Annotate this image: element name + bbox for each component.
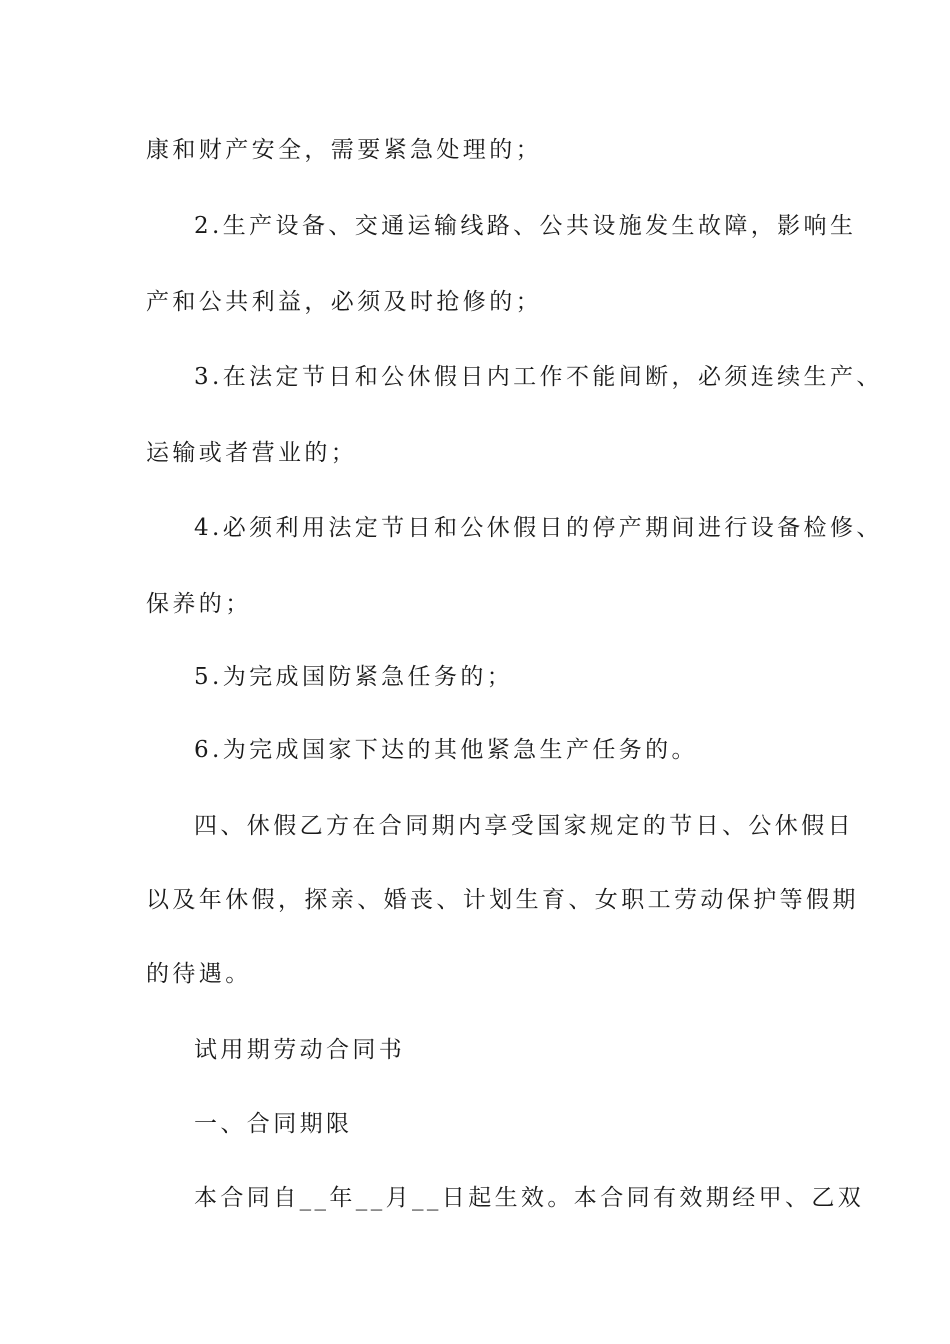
text-line: 本合同自__年__月__日起生效。本合同有效期经甲、乙双 [194, 1185, 865, 1211]
text-line: 的待遇。 [146, 961, 252, 987]
text-line: 运输或者营业的； [146, 440, 358, 466]
text-line: 产和公共利益，必须及时抢修的； [146, 289, 542, 315]
text-line: 4.必须利用法定节日和公休假日的停产期间进行设备检修、 [194, 515, 883, 541]
text-line: 2.生产设备、交通运输线路、公共设施发生故障，影响生 [194, 213, 857, 239]
text-line: 四、休假乙方在合同期内享受国家规定的节日、公休假日 [194, 813, 854, 839]
text-line: 以及年休假，探亲、婚丧、计划生育、女职工劳动保护等假期 [146, 887, 859, 913]
section-title: 试用期劳动合同书 [194, 1037, 406, 1063]
text-line: 保养的； [146, 591, 252, 617]
text-line: 5.为完成国防紧急任务的； [194, 664, 514, 690]
text-line: 3.在法定节日和公休假日内工作不能间断，必须连续生产、 [194, 364, 883, 390]
section-heading: 一、合同期限 [194, 1111, 353, 1137]
text-line: 6.为完成国家下达的其他紧急生产任务的。 [194, 737, 698, 763]
text-line: 康和财产安全，需要紧急处理的； [146, 137, 542, 163]
